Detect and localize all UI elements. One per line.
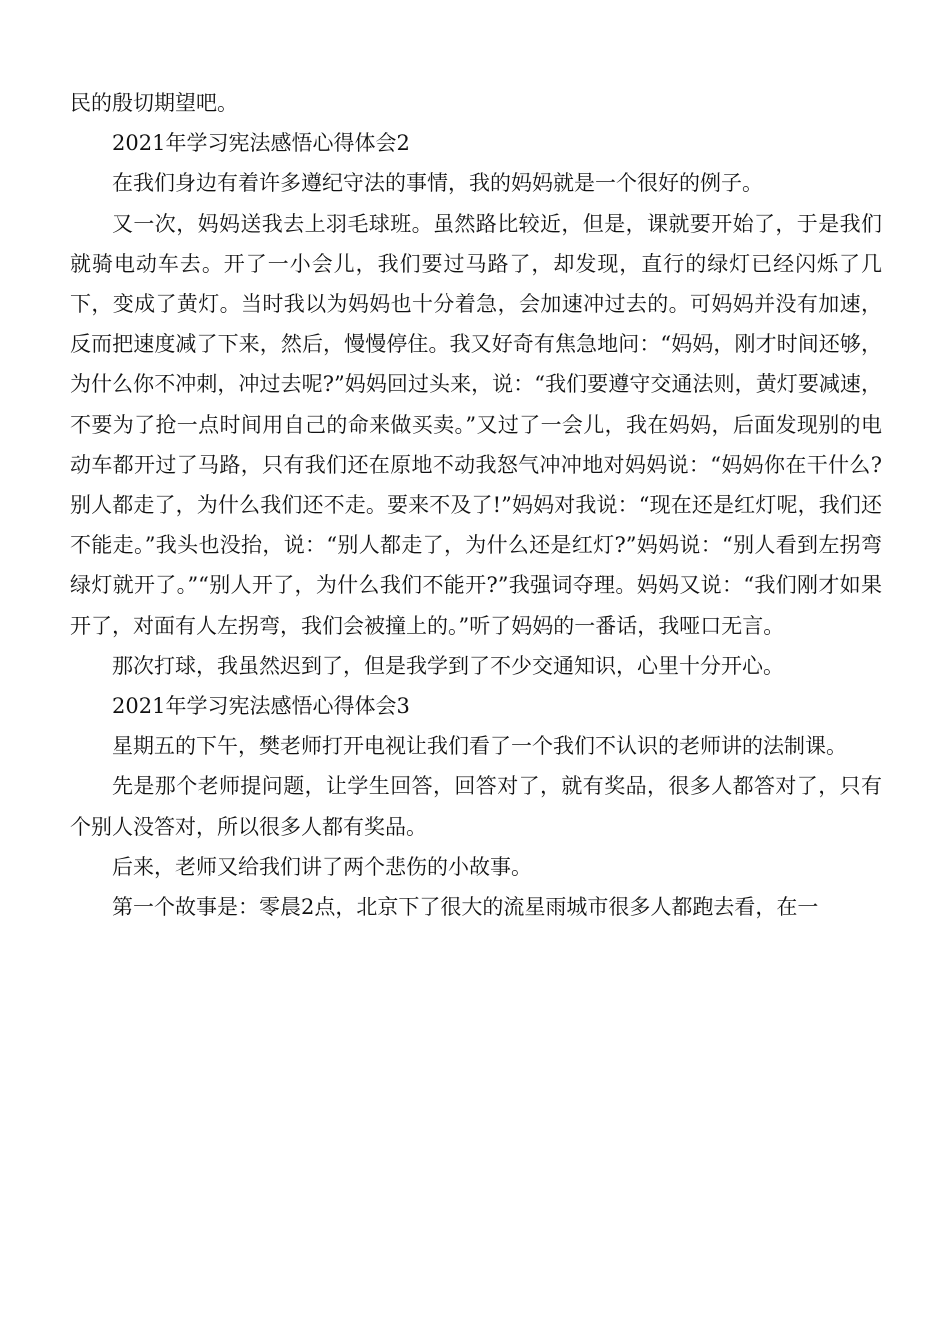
paragraph: 在我们身边有着许多遵纪守法的事情，我的妈妈就是一个很好的例子。 — [112, 171, 763, 196]
paragraph: 后来，老师又给我们讲了两个悲伤的小故事。 — [112, 854, 532, 879]
section-heading-3: 2021年学习宪法感悟心得体会3 — [112, 694, 410, 719]
paragraph: 又一次，妈妈送我去上羽毛球班。虽然路比较近，但是，课就要开始了，于是我们就骑电动车去。开了一小会儿，我们要过马路了，却发现，直行的绿灯已经闪烁了几下，变成了黄灯。当时我以为妈妈也十分着急，会加速冲过去的。可妈妈并没有加速，反而把速度减了下来，然后，慢慢停住。我又好奇有焦急地问：“妈妈，刚才时间还够，为什么你不冲刺，冲过去呢?”妈妈回过头来，说：“我们要遵守交通法则，黄灯要减速，不要为了抢一点时间用自己的命来做买卖。”又过了一会儿，我在妈妈，后面发现别的电动车都开过了马路，只有我们还在原地不动我怒气冲冲地对妈妈说：“妈妈你在干什么?别人都走了，为什么我们还不走。要来不及了!”妈妈对我说：“现在还是红灯呢，我们还不能走。”我头也没抬，说：“别人都走了，为什么还是红灯?”妈妈说：“别人看到左拐弯绿灯就开了。”“别人开了，为什么我们不能开?”我强词夺理。妈妈又说：“我们刚才如果开了，对面有人左拐弯，我们会被撞上的。”听了妈妈的一番话，我哑口无言。 — [70, 211, 882, 638]
paragraph: 第一个故事是：零晨2点，北京下了很大的流星雨城市很多人都跑去看，在一 — [112, 895, 819, 920]
paragraph: 星期五的下午，樊老师打开电视让我们看了一个我们不认识的老师讲的法制课。 — [112, 734, 847, 759]
section-heading-2: 2021年学习宪法感悟心得体会2 — [112, 131, 410, 156]
paragraph: 先是那个老师提问题，让学生回答，回答对了，就有奖品，很多人都答对了，只有个别人没答对，所以很多人都有奖品。 — [70, 774, 882, 839]
paragraph: 那次打球，我虽然迟到了，但是我学到了不少交通知识，心里十分开心。 — [112, 653, 784, 678]
paragraph-continuation: 民的殷切期望吧。 — [70, 91, 238, 115]
document-page — [70, 83, 882, 927]
